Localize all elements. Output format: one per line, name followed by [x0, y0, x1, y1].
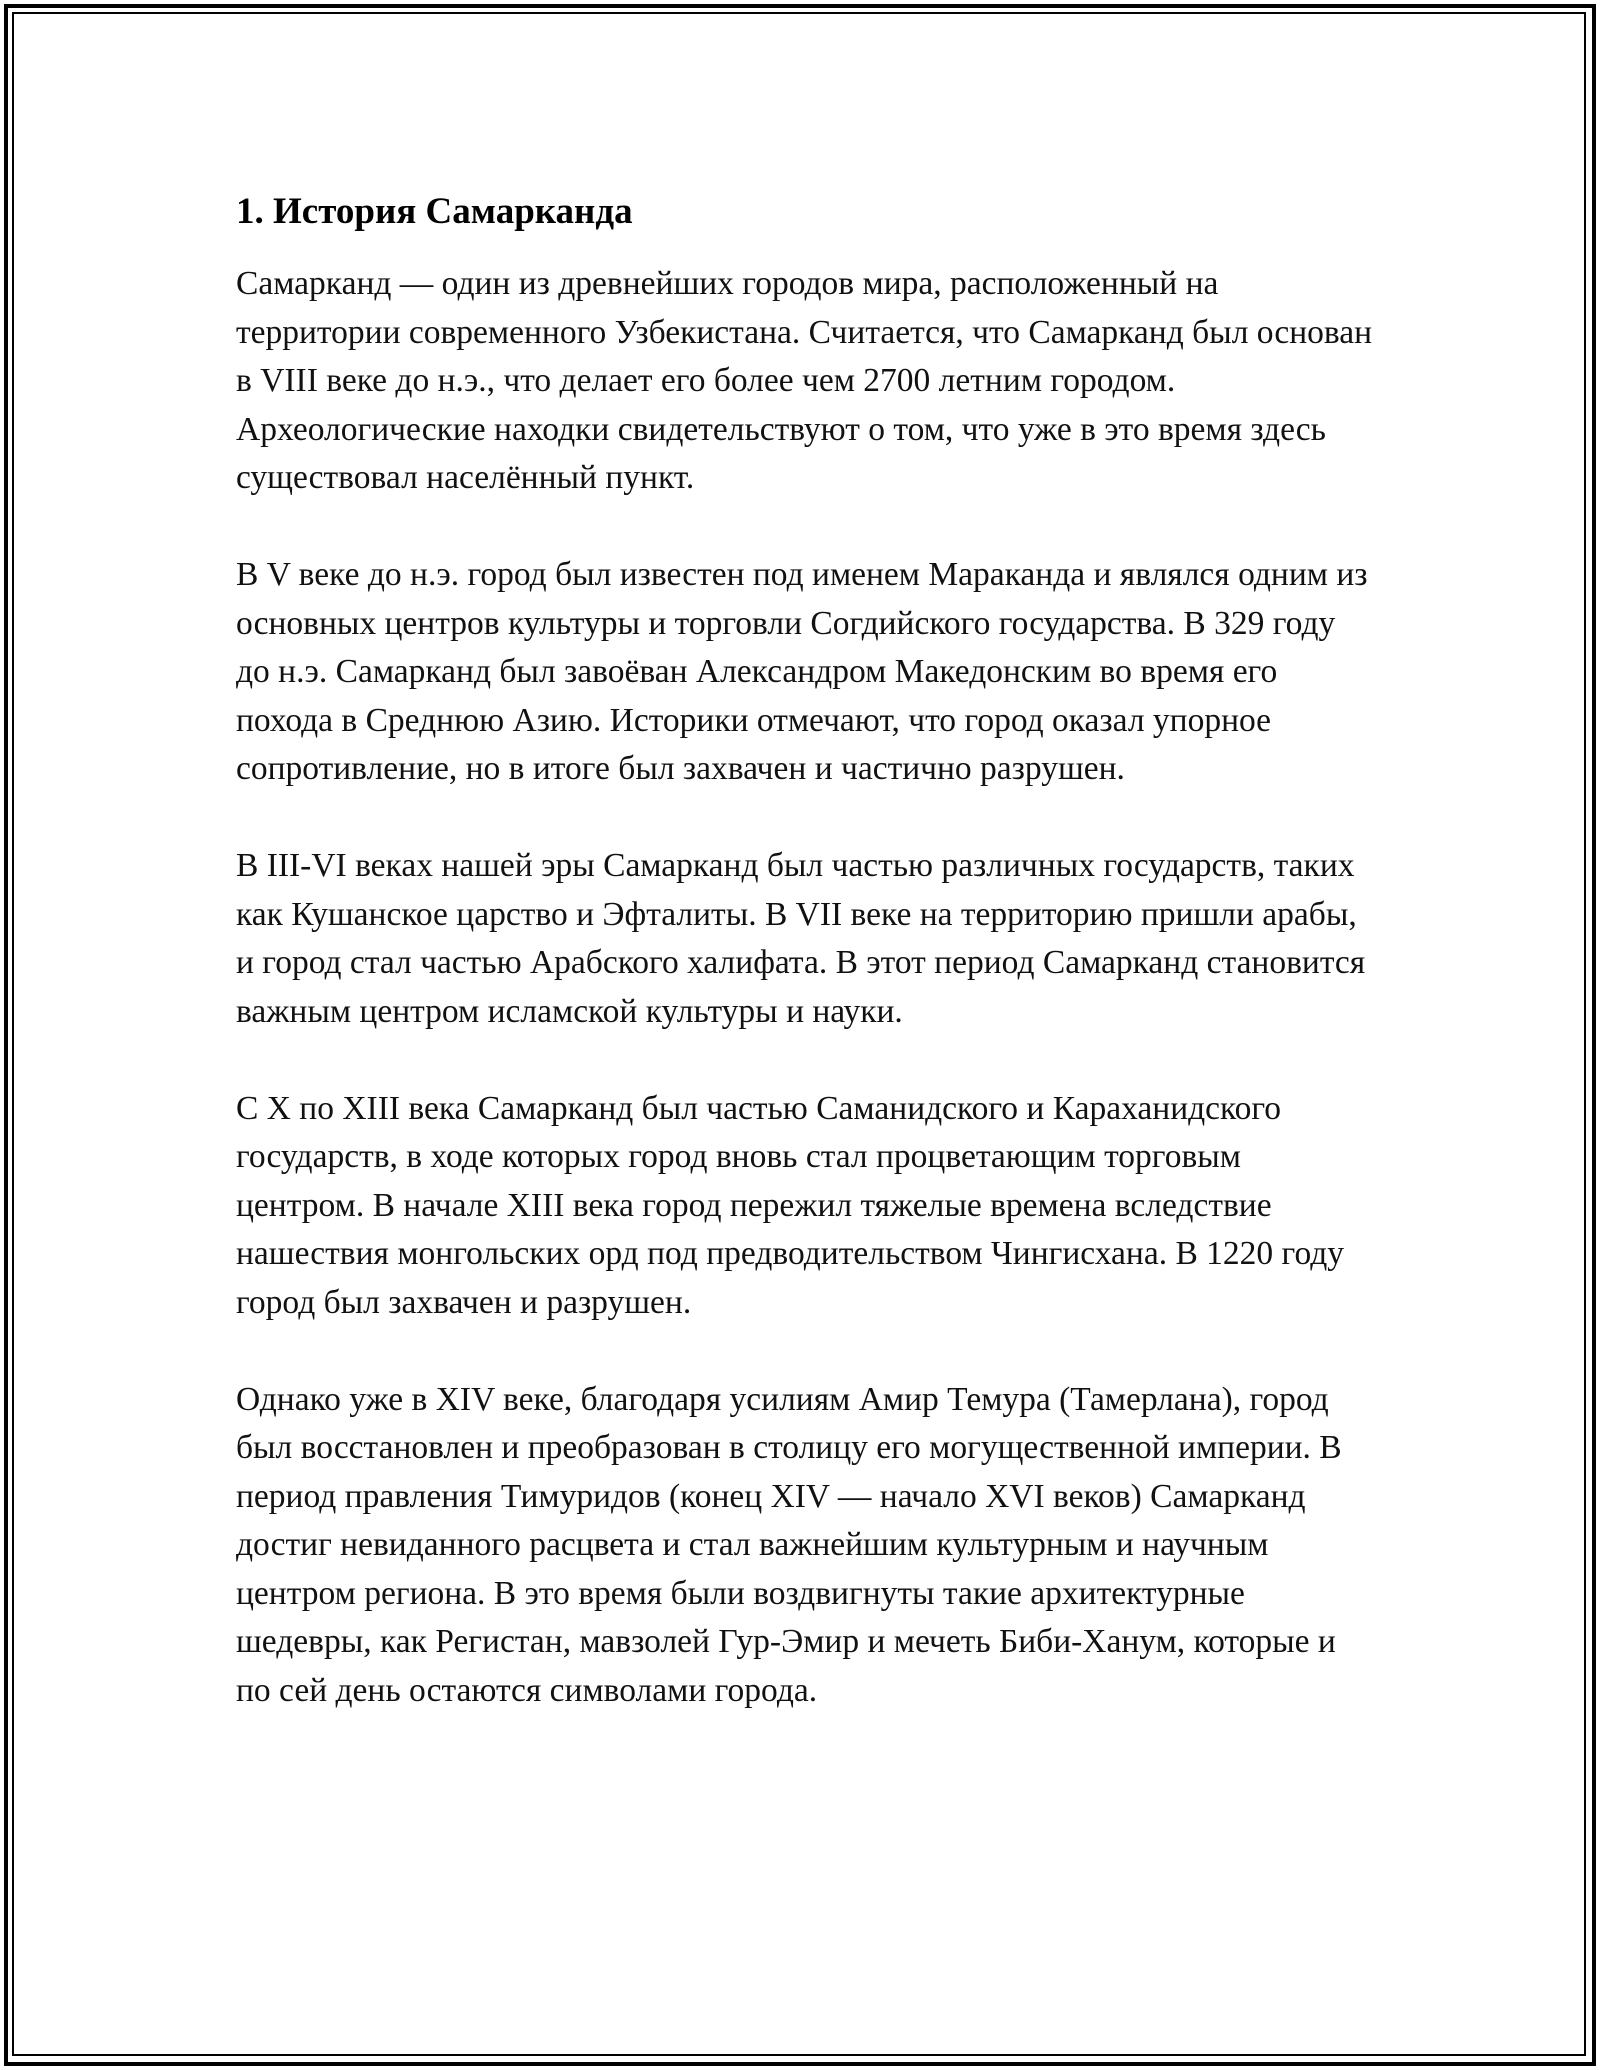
paragraph-3: В III-VI веках нашей эры Самарканд был частью различных государств, таких как Кушанское царство и Эфталиты. В VII веке на территорию пришли арабы, и город стал частью Арабского халифата. В этот период Самарканд становится важным центром исламской культуры и науки. [236, 847, 1366, 1030]
paragraph-1: Самарканд — один из древнейших городов мира, расположенный на территории современного Узбекистана. Считается, что Самарканд был основан в VIII веке до н.э., что делает его более чем 2700 летним городом. Археологические находки свидетельствуют о том, что уже в это время здесь существовал населённый пункт. [236, 265, 1373, 496]
paragraph-2: В V веке до н.э. город был известен под именем Мараканда и являлся одним из основных центров культуры и торговли Согдийского государства. В 329 году до н.э. Самарканд был завоёван Александром Македонским во время его похода в Среднюю Азию. Историки отмечают, что город оказал упорное сопротивление, но в итоге был захвачен и частично разрушен. [236, 556, 1368, 787]
paragraph-4: С X по XIII века Самарканд был частью Саманидского и Караханидского государств, в ходе которых город вновь стал процветающим торговым центром. В начале XIII века город пережил тяжелые времена вследствие нашествия монгольских орд под предводительством Чингисхана. В 1220 году город был захвачен и разрушен. [236, 1089, 1345, 1321]
section-heading: 1. История Самарканда [236, 191, 633, 232]
document-body [236, 188, 1376, 1764]
paragraph-5: Однако уже в XIV веке, благодаря усилиям Амир Темура (Тамерлана), город был восстановлен и преобразован в столицу его могущественной империи. В период правления Тимуридов (конец XIV — начало XVI веков) Самарканд достиг невиданного расцвета и стал важнейшим культурным и научным центром региона. В это время были воздвигнуты такие архитектурные шедевры, как Регистан, мавзолей Гур-Эмир и мечеть Биби-Ханум, которые и по сей день остаются символами города. [236, 1380, 1342, 1709]
